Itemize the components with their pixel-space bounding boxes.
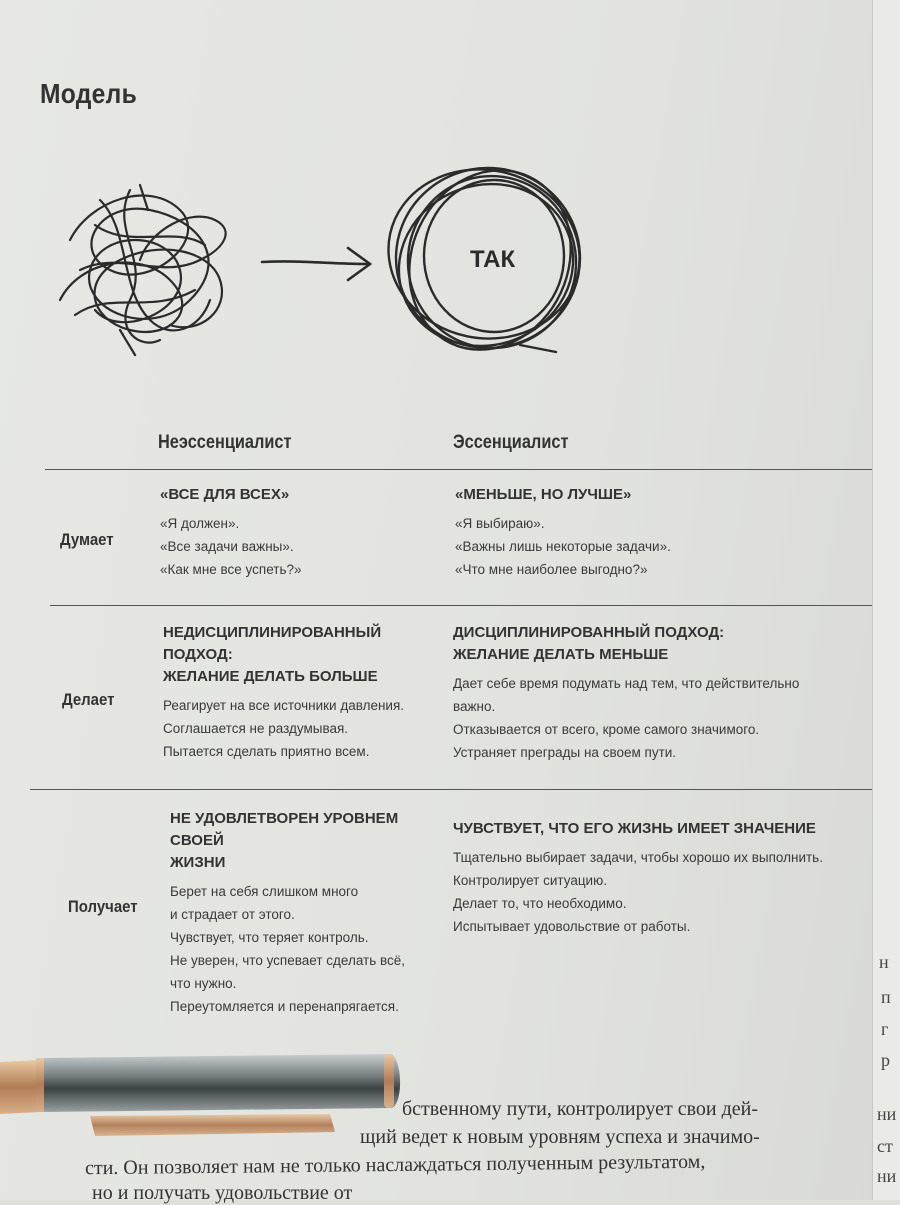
cell-title-line: НЕДИСЦИПЛИНИРОВАННЫЙ ПОДХОД:: [163, 624, 382, 663]
cell-line: что нужно.: [170, 976, 237, 991]
cell-title: [453, 818, 868, 840]
cell-line: Испытывает удовольствие от работы.: [453, 919, 691, 934]
cell-title-line: ДИСЦИПЛИНИРОВАННЫЙ ПОДХОД:: [453, 624, 725, 641]
cell-title: [163, 622, 448, 688]
cell-gets-nonessentialist: [170, 808, 455, 1018]
edge-letter: ни: [877, 1166, 897, 1186]
column-header-essentialist: Эссенциалист: [453, 432, 569, 453]
cell-title-line: НЕ УДОВЛЕТВОРЕН УРОВНЕМ СВОЕЙ: [170, 810, 399, 849]
cell-line: «Что мне наиболее выгодно?»: [455, 562, 648, 577]
cell-title: [170, 808, 455, 874]
row-label-gets: Получает: [68, 897, 138, 916]
arrow-right-icon: [262, 248, 370, 280]
cell-title-line: ЖИЗНИ: [170, 854, 226, 871]
edge-letter: г: [881, 1019, 889, 1039]
body-line: бственному пути, контролирует свои дей-: [402, 1098, 759, 1120]
cell-line: Отказывается от всего, кроме самого значимого.: [453, 722, 760, 737]
cell-does-essentialist: [453, 622, 863, 764]
cell-line: Делает то, что необходимо.: [453, 896, 627, 911]
cell-line: Чувствует, что теряет контроль.: [170, 930, 369, 945]
pen-image: [0, 1050, 420, 1150]
cell-line: Пытается сделать приятно всем.: [163, 744, 370, 759]
cell-line: и страдает от этого.: [170, 907, 295, 922]
edge-letter: ни: [877, 1104, 897, 1124]
cell-line: «Важны лишь некоторые задачи».: [455, 539, 671, 554]
circle-label: ТАК: [470, 246, 516, 273]
model-illustration: [0, 140, 880, 370]
edge-letter: р: [881, 1050, 890, 1070]
cell-line: Реагирует на все источники давления.: [163, 698, 405, 713]
cell-line: Переутомляется и перенапрягается.: [170, 999, 399, 1014]
row-label-thinks: Думает: [60, 530, 114, 549]
tangle-scribble-icon: [60, 185, 226, 355]
cell-title-line: ЧУВСТВУЕТ, ЧТО ЕГО ЖИЗНЬ ИМЕЕТ ЗНАЧЕНИЕ: [453, 820, 816, 837]
cell-line: Не уверен, что успевает сделать всё,: [170, 953, 406, 968]
body-line: сти. Он позволяет нам не только наслаждаться полученным результатом,: [84, 1150, 706, 1180]
cell-title-line: ЖЕЛАНИЕ ДЕЛАТЬ МЕНЬШЕ: [453, 646, 669, 663]
cell-title-line: ЖЕЛАНИЕ ДЕЛАТЬ БОЛЬШЕ: [163, 668, 378, 685]
cell-line: Дает себе время подумать над тем, что действительно: [453, 676, 800, 691]
row-label-does: Делает: [62, 690, 115, 709]
cell-title: [453, 622, 863, 666]
cell-title: «ВСЕ ДЛЯ ВСЕХ»: [160, 486, 290, 503]
next-page-edge: [872, 0, 900, 1200]
table-rule-top: [45, 469, 883, 470]
cell-thinks-nonessentialist: [160, 484, 440, 581]
cell-line: «Я должен».: [160, 516, 240, 531]
column-header-nonessentialist: Неэссенциалист: [158, 432, 292, 453]
cell-thinks-essentialist: [455, 484, 865, 581]
edge-letter: п: [881, 987, 891, 1007]
body-line: щий ведет к новым уровням успеха и значимо-: [360, 1126, 760, 1148]
table-rule: [50, 605, 876, 606]
cell-does-nonessentialist: [163, 622, 448, 763]
edge-letter: н: [879, 952, 889, 972]
cell-line: Тщательно выбирает задачи, чтобы хорошо их выполнить.: [453, 850, 823, 865]
cell-line: «Как мне все успеть?»: [160, 562, 302, 577]
cell-gets-essentialist: [453, 818, 868, 938]
cell-line: важно.: [453, 699, 496, 714]
body-line: но и получать удовольствие от: [92, 1182, 353, 1204]
cell-title: «МЕНЬШЕ, НО ЛУЧШЕ»: [455, 486, 632, 503]
table-rule: [30, 789, 872, 790]
page-heading: Модель: [40, 78, 137, 109]
cell-line: «Все задачи важны».: [160, 539, 294, 554]
cell-line: Соглашается не раздумывая.: [163, 721, 349, 736]
cell-line: Берет на себя слишком много: [170, 884, 359, 899]
edge-letter: ст: [877, 1136, 893, 1156]
cell-line: Устраняет преграды на своем пути.: [453, 745, 677, 760]
cell-line: Контролирует ситуацию.: [453, 873, 607, 888]
cell-line: «Я выбираю».: [455, 516, 545, 531]
